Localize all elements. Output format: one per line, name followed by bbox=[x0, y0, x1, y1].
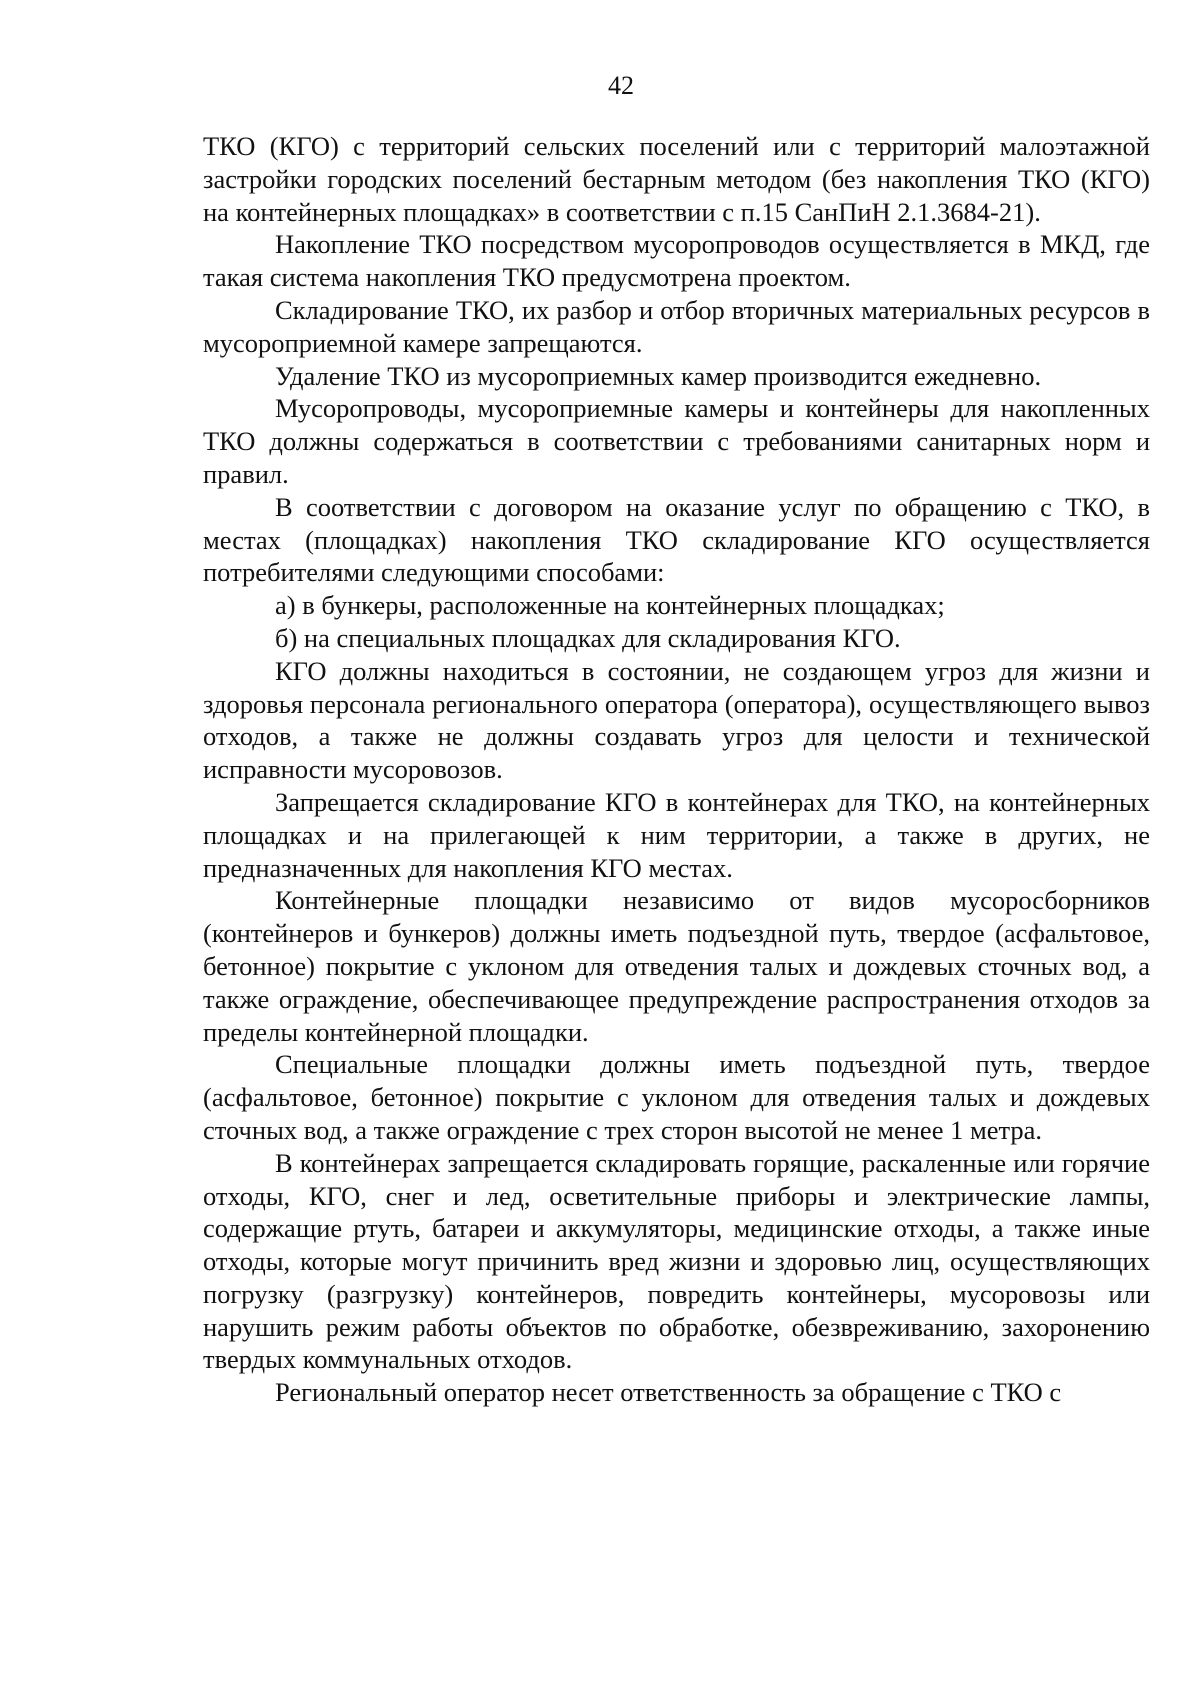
paragraph: Запрещается складирование КГО в контейнерах для ТКО, на контейнерных площадках и на прилегающей к ним территории, а также в других, не предназначенных для накопления КГО местах. bbox=[203, 786, 1150, 883]
paragraph: В контейнерах запрещается складировать горящие, раскаленные или горячие отходы, КГО, снег и лед, осветительные приборы и электрические лампы, содержащие ртуть, батареи и аккумуляторы, медицинские отходы, а также иные отходы, которые могут причинить вред жизни и здоровью лиц, осуществляющих погрузку (разгрузку) контейнеров, повредить контейнеры, мусоровозы или нарушить режим работы объектов по обработке, обезвреживанию, захоронению твердых коммунальных отходов. bbox=[203, 1147, 1150, 1375]
list-item: б) на специальных площадках для складирования КГО. bbox=[275, 622, 901, 653]
paragraph: Региональный оператор несет ответственность за обращение с ТКО с bbox=[275, 1377, 1062, 1408]
document-body bbox=[203, 130, 1150, 1409]
paragraph: ТКО (КГО) с территорий сельских поселений или с территорий малоэтажной застройки городских поселений бестарным методом (без накопления ТКО (КГО) на контейнерных площадках» в соответствии с п.15 СанПиН 2.1.3684-21). bbox=[203, 131, 1150, 227]
paragraph: КГО должны находиться в состоянии, не создающем угроз для жизни и здоровья персонала регионального оператора (оператора), осуществляющего вывоз отходов, а также не должны создавать угроз для целости и технической исправности мусоровозов. bbox=[203, 655, 1150, 785]
paragraph: В соответствии с договором на оказание услуг по обращению с ТКО, в местах (площадках) накопления ТКО складирование КГО осуществляется потребителями следующими способами: bbox=[203, 491, 1150, 588]
paragraph: Накопление ТКО посредством мусоропроводов осуществляется в МКД, где такая система накопления ТКО предусмотрена проектом. bbox=[203, 229, 1150, 293]
paragraph: Специальные площадки должны иметь подъездной путь, твердое (асфальтовое, бетонное) покрытие с уклоном для отведения талых и дождевых сточных вод, а также ограждение с трех сторон высотой не менее 1 метра. bbox=[203, 1049, 1150, 1145]
paragraph: Мусоропроводы, мусороприемные камеры и контейнеры для накопленных ТКО должны содержаться в соответствии с требованиями санитарных норм и правил. bbox=[203, 393, 1150, 489]
list-item: а) в бункеры, расположенные на контейнерных площадках; bbox=[275, 590, 945, 621]
paragraph: Складирование ТКО, их разбор и отбор вторичных материальных ресурсов в мусороприемной камере запрещаются. bbox=[203, 294, 1150, 358]
paragraph: Удаление ТКО из мусороприемных камер производится ежедневно. bbox=[275, 360, 1042, 391]
paragraph: Контейнерные площадки независимо от видов мусоросборников (контейнеров и бункеров) должны иметь подъездной путь, твердое (асфальтовое, бетонное) покрытие с уклоном для отведения талых и дождевых сточных вод, а также ограждение, обеспечивающее предупреждение распространения отходов за пределы контейнерной площадки. bbox=[203, 885, 1150, 1047]
page-number: 42 bbox=[608, 71, 634, 100]
